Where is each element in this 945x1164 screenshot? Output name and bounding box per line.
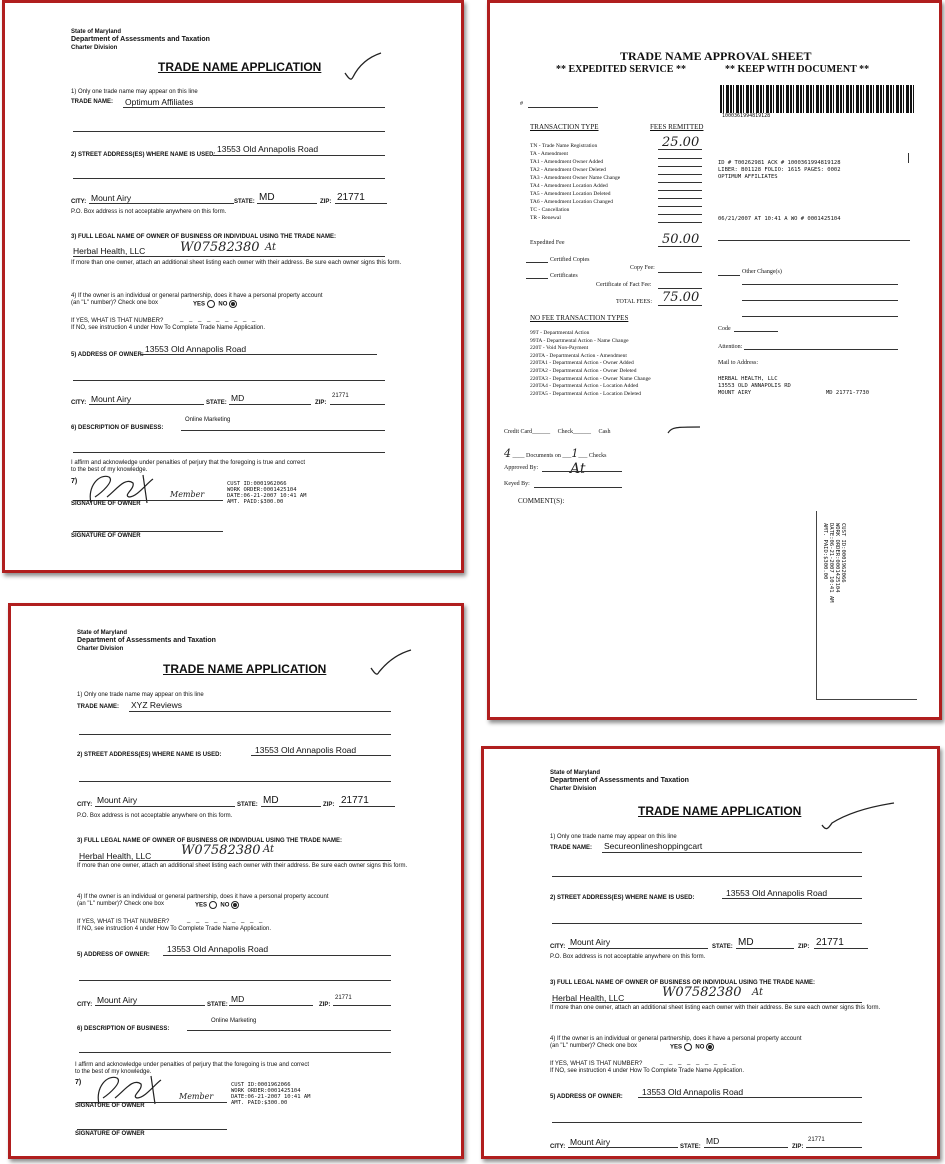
application-page-2 (8, 603, 464, 1159)
radio-group: YES NO (193, 300, 237, 308)
owner-note: If more than one owner, attach an additional sheet listing each owner with their address. Be sure each owner signs this form. (550, 1005, 881, 1011)
owner-address-label: 5) ADDRESS OF OWNER: (77, 952, 150, 958)
payment-stamp: CUST ID:0001962066 WORK ORDER:0001425104 DATE:06-21-2007 10:41 AM AMT. PAID:$300.00 (227, 481, 307, 505)
if-yes-label: If YES, WHAT IS THAT NUMBER? (77, 919, 170, 925)
number-blanks: _ _ _ _ _ _ _ _ _ (187, 917, 265, 923)
owner-name-value: Herbal Health, LLC (552, 993, 625, 1003)
handwritten-number: W07582380 (181, 843, 261, 858)
state-label: STATE: (234, 199, 255, 205)
street-value: 13553 Old Annapolis Road (217, 144, 319, 154)
if-no-label: If NO, see instruction 4 under How To Complete Trade Name Application. (71, 325, 265, 331)
application-page-3 (481, 746, 940, 1159)
rotated-stamp: CUST ID:0001962066 WORK ORDER:0001425104 DATE:06-21-2007 10:41 AM AMT. PAID:$300.00 (822, 523, 846, 603)
header-division: Charter Division (71, 45, 118, 51)
description-label: 6) DESCRIPTION OF BUSINESS: (71, 425, 164, 431)
question-4: 4) If the owner is an individual or general partnership, does it have a personal property account (77, 894, 329, 900)
description-value: Online Marketing (185, 417, 231, 423)
stamp-box (816, 511, 917, 700)
owner-city-value: Mount Airy (97, 995, 138, 1005)
owner-state-value: MD (231, 393, 245, 403)
item-7: 7) (71, 478, 78, 485)
if-no-label: If NO, see instruction 4 under How To Complete Trade Name Application. (550, 1068, 744, 1074)
comments-label: COMMENT(S): (518, 497, 565, 505)
instruction-1: 1) Only one trade name may appear on this line (77, 692, 204, 698)
question-4b: (an "L" number)? Check one box (71, 300, 158, 306)
yes-radio[interactable] (684, 1043, 692, 1051)
city-value: Mount Airy (570, 937, 611, 947)
tn-fee-value: 25.00 (662, 135, 700, 150)
signature-owner-label: SIGNATURE OF OWNER (75, 1103, 145, 1109)
owner-zip-label: ZIP: (792, 1144, 804, 1150)
owner-zip-label: ZIP: (315, 400, 327, 406)
total-fees-value: 75.00 (662, 290, 700, 305)
zip-value: 21771 (337, 192, 365, 203)
state-value: MD (259, 192, 275, 203)
affirmation-text-2: to the best of my knowledge. (71, 467, 148, 473)
approval-title: TRADE NAME APPROVAL SHEET (620, 49, 812, 63)
total-fees-label: TOTAL FEES: (616, 299, 653, 305)
approved-initials: At (570, 461, 586, 477)
zip-value: 21771 (341, 795, 369, 806)
instruction-1: 1) Only one trade name may appear on this line (550, 834, 677, 840)
form-title: TRADE NAME APPLICATION (158, 60, 322, 74)
item-7: 7) (75, 1079, 82, 1086)
mail-zip: MD 21771-7730 (826, 390, 870, 396)
no-fee-list: 99T - Departmental Action 99TA - Departmental Action - Name Change 220T - Void Non-Payment 220TA - Departmental Action - Amendment 220TA1 - Departmental Action - Owner Added 220TA2 - Departmental Action - Owner Deleted 220TA3 - Departmental Action - Owner Name Change 220TA4 - Departmental Action - Location Added 220TA5 - Departmental Action - Location Deleted (530, 330, 651, 397)
city-value: Mount Airy (97, 795, 138, 805)
trade-name-value: Optimum Affiliates (125, 97, 194, 107)
certified-copies-label: Certified Copies (550, 257, 590, 263)
handwritten-initials: At (265, 242, 277, 253)
street-label: 2) STREET ADDRESS(ES) WHERE NAME IS USED: (71, 152, 216, 158)
owner-city-label: CITY: (71, 400, 87, 406)
radio-group: YES NO (195, 901, 239, 909)
document-count: 4 ____ Documents on ___1___ Checks (504, 447, 607, 460)
owner-name-label: 3) FULL LEGAL NAME OF OWNER OF BUSINESS OR INDIVIDUAL USING THE TRADE NAME: (71, 234, 337, 240)
owner-city-label: CITY: (550, 1144, 566, 1150)
expedited-fee-value: 50.00 (662, 232, 700, 247)
owner-state-label: STATE: (206, 400, 227, 406)
cash-check-mark (666, 423, 702, 437)
barcode-number: 1000361994819128 (722, 113, 771, 119)
checkmark-icon (367, 648, 413, 680)
owner-zip-value: 21771 (332, 393, 349, 399)
owner-name-value: Herbal Health, LLC (73, 246, 146, 256)
owner-city-value: Mount Airy (570, 1137, 611, 1147)
number-blanks: _ _ _ _ _ _ _ _ _ (180, 316, 258, 322)
street-label: 2) STREET ADDRESS(ES) WHERE NAME IS USED: (550, 895, 695, 901)
application-page-1 (2, 0, 464, 573)
expedited-fee-label: Expedited Fee (530, 240, 565, 246)
owner-city-label: CITY: (77, 1002, 93, 1008)
street-label: 2) STREET ADDRESS(ES) WHERE NAME IS USED: (77, 752, 222, 758)
signature-title: Member (170, 490, 205, 499)
attention-label: Attention: (718, 344, 743, 350)
description-value: Online Marketing (211, 1018, 257, 1024)
certificates-label: Certificates (550, 273, 578, 279)
code-label: Code (718, 326, 731, 332)
trade-name-value: XYZ Reviews (131, 700, 183, 710)
owner-zip-value: 21771 (335, 995, 352, 1001)
owner-zip-value: 21771 (808, 1137, 825, 1143)
question-4: 4) If the owner is an individual or general partnership, does it have a personal property account (71, 293, 323, 299)
owner-city-value: Mount Airy (91, 394, 132, 404)
state-label: STATE: (712, 944, 733, 950)
cert-fact-fee-label: Certificate of Fact Fee: (596, 282, 652, 288)
affirmation-text: I affirm and acknowledge under penalties of perjury that the foregoing is true and correct (71, 460, 306, 466)
header-division: Charter Division (550, 786, 597, 792)
signature-owner-label-2: SIGNATURE OF OWNER (75, 1131, 145, 1137)
question-4b: (an "L" number)? Check one box (77, 901, 164, 907)
description-label: 6) DESCRIPTION OF BUSINESS: (77, 1026, 170, 1032)
zip-value: 21771 (816, 937, 844, 948)
signature-owner-label: SIGNATURE OF OWNER (71, 501, 141, 507)
hash-mark: # (520, 101, 523, 107)
approval-sheet (487, 0, 942, 720)
zip-label: ZIP: (798, 944, 810, 950)
header-dept: Department of Assessments and Taxation (71, 36, 210, 43)
radio-group: YES NO (670, 1043, 714, 1051)
street-value: 13553 Old Annapolis Road (726, 888, 828, 898)
header-division: Charter Division (77, 646, 124, 652)
trade-name-label: TRADE NAME: (71, 99, 113, 105)
no-radio[interactable] (231, 901, 239, 909)
owner-address-label: 5) ADDRESS OF OWNER: (550, 1094, 623, 1100)
city-value: Mount Airy (91, 193, 132, 203)
affirmation-text-2: to the best of my knowledge. (75, 1069, 152, 1075)
signature-title: Member (179, 1092, 214, 1101)
fees-remitted-header: FEES REMITTED (650, 123, 704, 131)
handwritten-initials: At (752, 987, 764, 998)
expedited-label: ** EXPEDITED SERVICE ** (556, 64, 686, 75)
owner-name-value: Herbal Health, LLC (79, 851, 152, 861)
if-yes-label: If YES, WHAT IS THAT NUMBER? (550, 1061, 643, 1067)
if-yes-label: If YES, WHAT IS THAT NUMBER? (71, 318, 164, 324)
owner-note: If more than one owner, attach an additional sheet listing each owner with their address. Be sure each owner signs this form. (77, 863, 408, 869)
owner-state-label: STATE: (207, 1002, 228, 1008)
owner-state-value: MD (706, 1136, 720, 1146)
header-dept: Department of Assessments and Taxation (77, 637, 216, 644)
checkmark-icon (341, 51, 385, 85)
owner-note: If more than one owner, attach an additional sheet listing each owner with their address. Be sure each owner signs this form. (71, 260, 402, 266)
city-label: CITY: (550, 944, 566, 950)
number-blanks: _ _ _ _ _ _ _ _ _ (660, 1059, 738, 1065)
transaction-type-list: TN - Trade Name Registration TA - Amendment TA1 - Amendment Owner Added TA2 - Amendment Owner Deleted TA3 - Amendment Owner Name Change TA4 - Amendment Location Added TA5 - Amendment Location Deleted TA6 - Amendment Location Changed TC - Cancellation TR - Renewal (530, 143, 621, 221)
header-dept: Department of Assessments and Taxation (550, 777, 689, 784)
state-value: MD (263, 795, 279, 806)
payment-stamp: CUST ID:0001962066 WORK ORDER:0001425104 DATE:06-21-2007 10:41 AM AMT. PAID:$300.00 (231, 1082, 311, 1106)
approved-by-label: Approved By: (504, 465, 539, 471)
margin-tick (908, 153, 909, 163)
other-changes-label: Other Change(s) (742, 269, 782, 275)
handwritten-number: W07582380 (180, 240, 260, 255)
form-title: TRADE NAME APPLICATION (163, 662, 327, 676)
owner-name-label: 3) FULL LEGAL NAME OF OWNER OF BUSINESS OR INDIVIDUAL USING THE TRADE NAME: (77, 838, 343, 844)
no-radio[interactable] (229, 300, 237, 308)
payment-methods: Credit Card______ Check______ Cash (504, 429, 611, 435)
pobox-note: P.O. Box address is not acceptable anywhere on this form. (550, 954, 706, 960)
no-radio[interactable] (706, 1043, 714, 1051)
trade-name-value: Secureonlineshoppingcart (604, 841, 703, 851)
owner-state-label: STATE: (680, 1144, 701, 1150)
no-fee-header: NO FEE TRANSACTION TYPES (530, 314, 629, 322)
owner-address-value: 13553 Old Annapolis Road (167, 944, 269, 954)
street-value: 13553 Old Annapolis Road (255, 745, 357, 755)
handwritten-initials: At (263, 844, 275, 855)
copy-fee-label: Copy Fee: (630, 265, 655, 271)
owner-name-label: 3) FULL LEGAL NAME OF OWNER OF BUSINESS OR INDIVIDUAL USING THE TRADE NAME: (550, 980, 816, 986)
record-date: 06/21/2007 AT 10:41 A WO # 0001425104 (718, 216, 841, 222)
form-title: TRADE NAME APPLICATION (638, 804, 802, 818)
zip-label: ZIP: (320, 199, 332, 205)
header-state: State of Maryland (77, 630, 128, 636)
keyed-by-label: Keyed By: (504, 481, 530, 487)
question-4: 4) If the owner is an individual or general partnership, does it have a personal property account (550, 1036, 802, 1042)
owner-zip-label: ZIP: (319, 1002, 331, 1008)
checkmark-icon (818, 801, 898, 835)
state-value: MD (738, 937, 754, 948)
barcode (720, 85, 916, 113)
header-state: State of Maryland (71, 29, 122, 35)
header-state: State of Maryland (550, 770, 601, 776)
instruction-1: 1) Only one trade name may appear on this line (71, 89, 198, 95)
handwritten-number: W07582380 (662, 985, 742, 1000)
owner-address-value: 13553 Old Annapolis Road (642, 1087, 744, 1097)
yes-radio[interactable] (207, 300, 215, 308)
city-label: CITY: (71, 199, 87, 205)
if-no-label: If NO, see instruction 4 under How To Complete Trade Name Application. (77, 926, 271, 932)
affirmation-text: I affirm and acknowledge under penalties of perjury that the foregoing is true and correct (75, 1062, 310, 1068)
state-label: STATE: (237, 802, 258, 808)
owner-address-value: 13553 Old Annapolis Road (145, 344, 247, 354)
pobox-note: P.O. Box address is not acceptable anywhere on this form. (77, 813, 233, 819)
city-label: CITY: (77, 802, 93, 808)
mail-to-label: Mail to Address: (718, 360, 758, 366)
transaction-type-header: TRANSACTION TYPE (530, 123, 599, 131)
signature-owner-label-2: SIGNATURE OF OWNER (71, 533, 141, 539)
owner-address-label: 5) ADDRESS OF OWNER: (71, 352, 144, 358)
record-info: ID # T00262981 ACK # 1000361994819128 LIBER: B01128 FOLIO: 1615 PAGES: 0002 OPTIMUM AFFILIATES (718, 160, 841, 180)
trade-name-label: TRADE NAME: (550, 845, 592, 851)
mail-address: HERBAL HEALTH, LLC 13553 OLD ANNAPOLIS RD MOUNT AIRY (718, 376, 791, 396)
zip-label: ZIP: (323, 802, 335, 808)
yes-radio[interactable] (209, 901, 217, 909)
keep-label: ** KEEP WITH DOCUMENT ** (725, 64, 870, 75)
pobox-note: P.O. Box address is not acceptable anywhere on this form. (71, 209, 227, 215)
owner-state-value: MD (231, 994, 245, 1004)
trade-name-label: TRADE NAME: (77, 704, 119, 710)
question-4b: (an "L" number)? Check one box (550, 1043, 637, 1049)
